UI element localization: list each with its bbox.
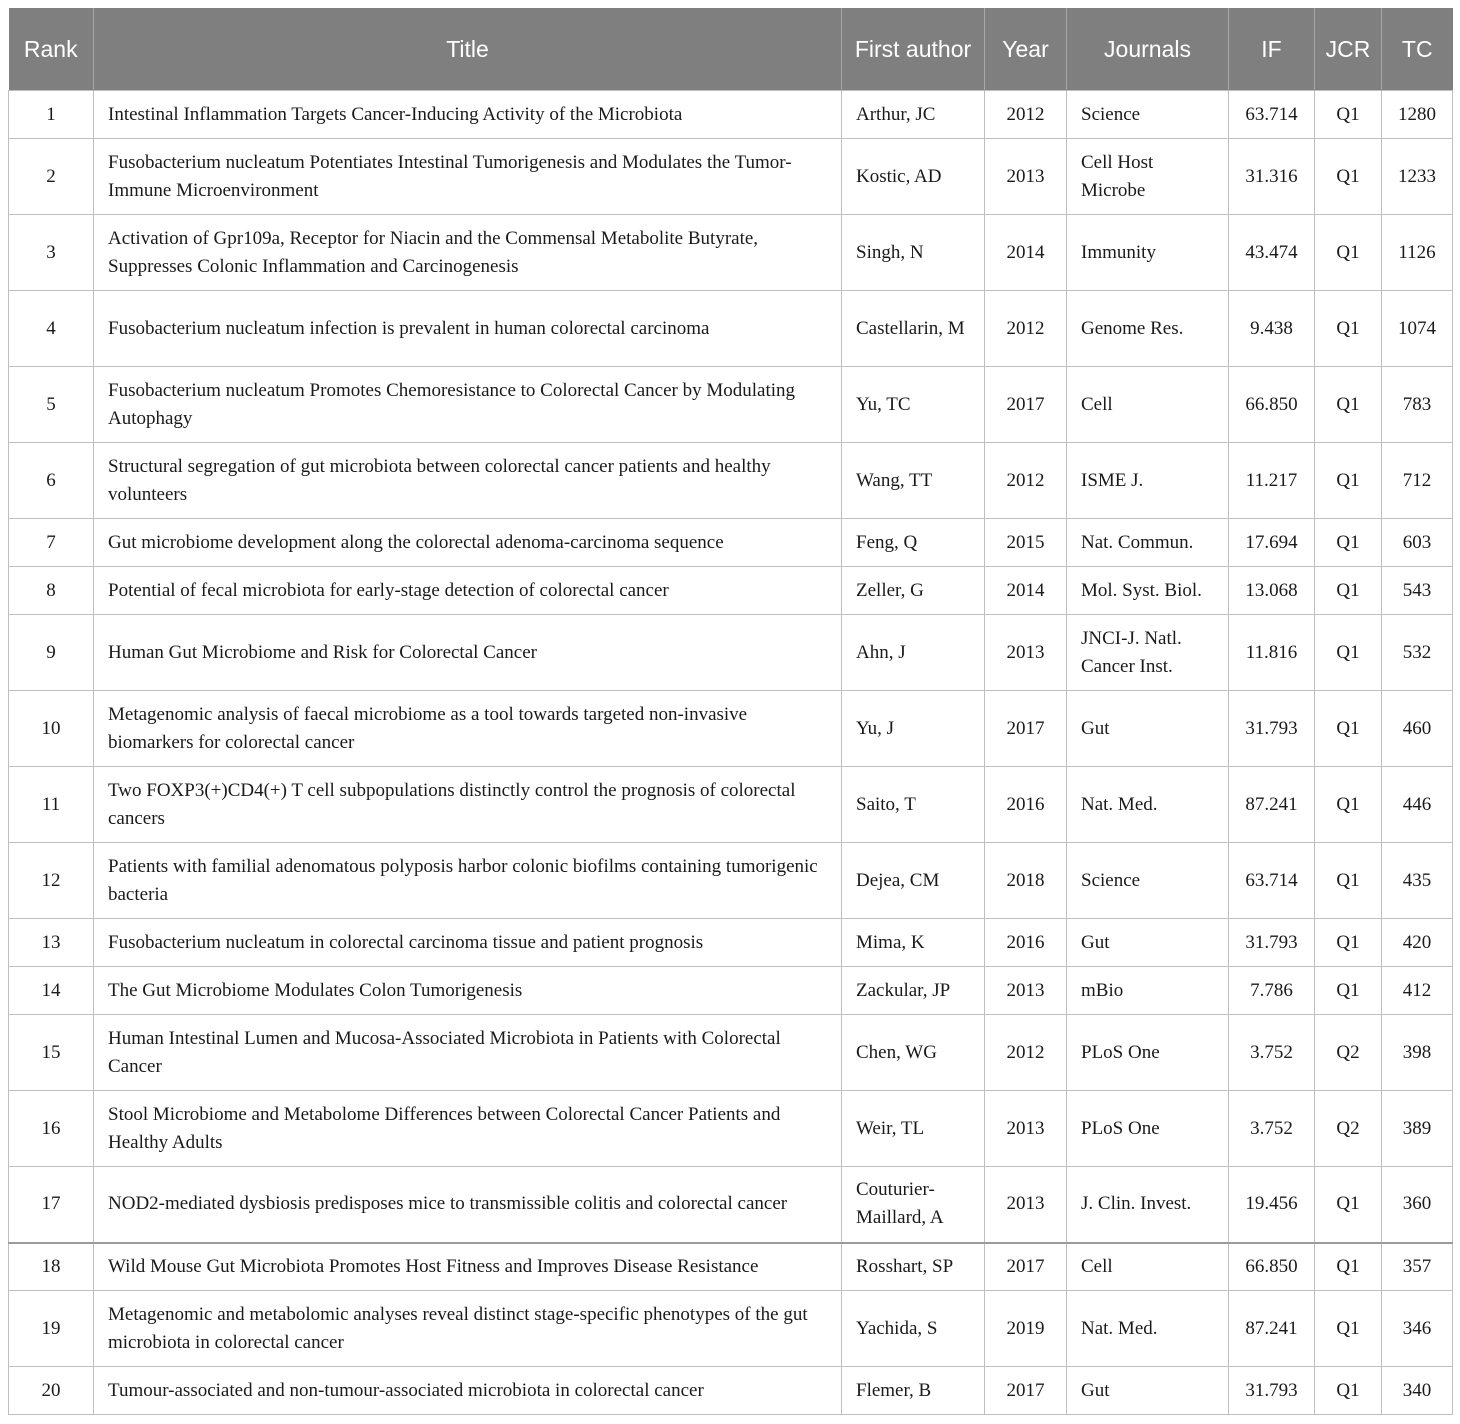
cell-jcr: Q2: [1315, 1015, 1382, 1091]
table-row: [9, 215, 1453, 291]
cell-rank: 2: [9, 139, 94, 215]
cell-title: Potential of fecal microbiota for early-stage detection of colorectal cancer: [94, 567, 842, 615]
cell-if: 31.793: [1229, 919, 1315, 967]
cell-first-author: Dejea, CM: [842, 843, 985, 919]
cell-first-author: Feng, Q: [842, 519, 985, 567]
cell-first-author: Castellarin, M: [842, 291, 985, 367]
cell-journal: Gut: [1067, 919, 1229, 967]
cell-if: 66.850: [1229, 1243, 1315, 1291]
cell-journal: Genome Res.: [1067, 291, 1229, 367]
cell-if: 31.793: [1229, 1367, 1315, 1415]
cell-rank: 19: [9, 1291, 94, 1367]
cell-tc: 357: [1382, 1243, 1453, 1291]
cell-journal: ISME J.: [1067, 443, 1229, 519]
cell-first-author: Wang, TT: [842, 443, 985, 519]
cell-rank: 15: [9, 1015, 94, 1091]
cell-tc: 543: [1382, 567, 1453, 615]
cell-journal: Cell: [1067, 1243, 1229, 1291]
table-row: [9, 139, 1453, 215]
cell-first-author: Zeller, G: [842, 567, 985, 615]
cell-tc: 1126: [1382, 215, 1453, 291]
cell-first-author: Mima, K: [842, 919, 985, 967]
cell-journal: mBio: [1067, 967, 1229, 1015]
cell-tc: 603: [1382, 519, 1453, 567]
cell-tc: 435: [1382, 843, 1453, 919]
cell-journal: Gut: [1067, 1367, 1229, 1415]
header-jcr: JCR: [1315, 8, 1382, 91]
table-row: [9, 967, 1453, 1015]
cell-jcr: Q1: [1315, 443, 1382, 519]
cell-title: Structural segregation of gut microbiota between colorectal cancer patients and healthy volunteers: [94, 443, 842, 519]
cell-jcr: Q1: [1315, 291, 1382, 367]
cell-rank: 3: [9, 215, 94, 291]
table-row: [9, 615, 1453, 691]
table-row: [9, 519, 1453, 567]
cell-if: 11.217: [1229, 443, 1315, 519]
cell-year: 2019: [985, 1291, 1067, 1367]
cell-jcr: Q1: [1315, 139, 1382, 215]
cell-jcr: Q1: [1315, 967, 1382, 1015]
cell-year: 2013: [985, 139, 1067, 215]
cell-tc: 346: [1382, 1291, 1453, 1367]
cell-journal: JNCI-J. Natl. Cancer Inst.: [1067, 615, 1229, 691]
cell-rank: 5: [9, 367, 94, 443]
cell-if: 87.241: [1229, 767, 1315, 843]
cell-if: 9.438: [1229, 291, 1315, 367]
cell-tc: 1280: [1382, 91, 1453, 139]
cell-if: 87.241: [1229, 1291, 1315, 1367]
cell-journal: Science: [1067, 91, 1229, 139]
cell-journal: Cell Host Microbe: [1067, 139, 1229, 215]
table-row: [9, 567, 1453, 615]
header-if: IF: [1229, 8, 1315, 91]
table-header: [9, 8, 1453, 91]
cell-first-author: Zackular, JP: [842, 967, 985, 1015]
cell-title: Two FOXP3(+)CD4(+) T cell subpopulations distinctly control the prognosis of colorectal cancers: [94, 767, 842, 843]
cell-rank: 8: [9, 567, 94, 615]
header-title: Title: [94, 8, 842, 91]
cell-rank: 1: [9, 91, 94, 139]
cell-tc: 460: [1382, 691, 1453, 767]
cell-journal: Science: [1067, 843, 1229, 919]
cell-title: Human Intestinal Lumen and Mucosa-Associated Microbiota in Patients with Colorectal Cancer: [94, 1015, 842, 1091]
table-row: [9, 443, 1453, 519]
cell-tc: 412: [1382, 967, 1453, 1015]
cell-first-author: Yachida, S: [842, 1291, 985, 1367]
table-row: [9, 1167, 1453, 1243]
cell-rank: 18: [9, 1243, 94, 1291]
cell-if: 63.714: [1229, 91, 1315, 139]
cell-journal: Mol. Syst. Biol.: [1067, 567, 1229, 615]
cell-year: 2013: [985, 615, 1067, 691]
cell-year: 2017: [985, 367, 1067, 443]
cell-rank: 14: [9, 967, 94, 1015]
cell-tc: 712: [1382, 443, 1453, 519]
cell-title: Wild Mouse Gut Microbiota Promotes Host Fitness and Improves Disease Resistance: [94, 1243, 842, 1291]
cell-year: 2012: [985, 291, 1067, 367]
cell-year: 2014: [985, 567, 1067, 615]
cell-jcr: Q1: [1315, 215, 1382, 291]
cell-journal: Nat. Med.: [1067, 767, 1229, 843]
table-row: [9, 691, 1453, 767]
cell-journal: Cell: [1067, 367, 1229, 443]
cell-tc: 360: [1382, 1167, 1453, 1243]
cell-jcr: Q1: [1315, 1291, 1382, 1367]
cell-if: 31.316: [1229, 139, 1315, 215]
table-row: [9, 1091, 1453, 1167]
cell-title: Fusobacterium nucleatum Potentiates Intestinal Tumorigenesis and Modulates the Tumor-Immune Microenvironment: [94, 139, 842, 215]
table-row: [9, 1015, 1453, 1091]
cell-title: Intestinal Inflammation Targets Cancer-Inducing Activity of the Microbiota: [94, 91, 842, 139]
cell-title: Gut microbiome development along the colorectal adenoma-carcinoma sequence: [94, 519, 842, 567]
cell-journal: Gut: [1067, 691, 1229, 767]
table-row: [9, 767, 1453, 843]
header-journals: Journals: [1067, 8, 1229, 91]
cell-tc: 532: [1382, 615, 1453, 691]
cell-year: 2013: [985, 967, 1067, 1015]
cell-title: Fusobacterium nucleatum in colorectal carcinoma tissue and patient prognosis: [94, 919, 842, 967]
top-cited-papers-table: [8, 8, 1453, 1415]
cell-rank: 4: [9, 291, 94, 367]
cell-if: 63.714: [1229, 843, 1315, 919]
table-row: [9, 843, 1453, 919]
cell-rank: 6: [9, 443, 94, 519]
cell-first-author: Yu, J: [842, 691, 985, 767]
cell-first-author: Couturier-Maillard, A: [842, 1167, 985, 1243]
cell-rank: 17: [9, 1167, 94, 1243]
table-row: [9, 1291, 1453, 1367]
cell-tc: 389: [1382, 1091, 1453, 1167]
cell-rank: 9: [9, 615, 94, 691]
cell-title: Activation of Gpr109a, Receptor for Niacin and the Commensal Metabolite Butyrate, Suppresses Colonic Inflammation and Carcinogenesis: [94, 215, 842, 291]
cell-first-author: Chen, WG: [842, 1015, 985, 1091]
cell-first-author: Ahn, J: [842, 615, 985, 691]
cell-jcr: Q1: [1315, 1167, 1382, 1243]
cell-if: 3.752: [1229, 1015, 1315, 1091]
cell-rank: 20: [9, 1367, 94, 1415]
cell-title: NOD2-mediated dysbiosis predisposes mice to transmissible colitis and colorectal cancer: [94, 1167, 842, 1243]
cell-journal: PLoS One: [1067, 1015, 1229, 1091]
cell-journal: Nat. Med.: [1067, 1291, 1229, 1367]
cell-year: 2017: [985, 1367, 1067, 1415]
header-row: [9, 8, 1453, 91]
cell-jcr: Q1: [1315, 91, 1382, 139]
cell-year: 2014: [985, 215, 1067, 291]
cell-tc: 446: [1382, 767, 1453, 843]
cell-title: Stool Microbiome and Metabolome Differences between Colorectal Cancer Patients and Healthy Adults: [94, 1091, 842, 1167]
cell-jcr: Q1: [1315, 843, 1382, 919]
cell-if: 43.474: [1229, 215, 1315, 291]
cell-if: 19.456: [1229, 1167, 1315, 1243]
cell-tc: 340: [1382, 1367, 1453, 1415]
cell-title: Patients with familial adenomatous polyposis harbor colonic biofilms containing tumorigenic bacteria: [94, 843, 842, 919]
cell-if: 3.752: [1229, 1091, 1315, 1167]
cell-jcr: Q2: [1315, 1091, 1382, 1167]
cell-title: Human Gut Microbiome and Risk for Colorectal Cancer: [94, 615, 842, 691]
cell-tc: 1074: [1382, 291, 1453, 367]
cell-first-author: Rosshart, SP: [842, 1243, 985, 1291]
table-row: [9, 367, 1453, 443]
cell-first-author: Singh, N: [842, 215, 985, 291]
cell-if: 31.793: [1229, 691, 1315, 767]
cell-journal: Nat. Commun.: [1067, 519, 1229, 567]
cell-first-author: Flemer, B: [842, 1367, 985, 1415]
header-first-author: First author: [842, 8, 985, 91]
cell-if: 66.850: [1229, 367, 1315, 443]
cell-journal: PLoS One: [1067, 1091, 1229, 1167]
cell-title: Fusobacterium nucleatum Promotes Chemoresistance to Colorectal Cancer by Modulating Autophagy: [94, 367, 842, 443]
cell-title: Metagenomic analysis of faecal microbiome as a tool towards targeted non-invasive biomarkers for colorectal cancer: [94, 691, 842, 767]
header-tc: TC: [1382, 8, 1453, 91]
cell-title: Tumour-associated and non-tumour-associated microbiota in colorectal cancer: [94, 1367, 842, 1415]
cell-jcr: Q1: [1315, 919, 1382, 967]
cell-year: 2012: [985, 1015, 1067, 1091]
cell-if: 11.816: [1229, 615, 1315, 691]
cell-jcr: Q1: [1315, 519, 1382, 567]
cell-year: 2018: [985, 843, 1067, 919]
cell-year: 2017: [985, 1243, 1067, 1291]
cell-year: 2016: [985, 919, 1067, 967]
cell-title: Fusobacterium nucleatum infection is prevalent in human colorectal carcinoma: [94, 291, 842, 367]
cell-rank: 11: [9, 767, 94, 843]
cell-tc: 398: [1382, 1015, 1453, 1091]
table-row: [9, 1243, 1453, 1291]
cell-first-author: Weir, TL: [842, 1091, 985, 1167]
cell-year: 2013: [985, 1091, 1067, 1167]
cell-rank: 7: [9, 519, 94, 567]
cell-rank: 16: [9, 1091, 94, 1167]
cell-first-author: Yu, TC: [842, 367, 985, 443]
cell-rank: 10: [9, 691, 94, 767]
cell-journal: Immunity: [1067, 215, 1229, 291]
table-row: [9, 919, 1453, 967]
table-body: [9, 91, 1453, 1415]
cell-year: 2013: [985, 1167, 1067, 1243]
cell-year: 2015: [985, 519, 1067, 567]
cell-jcr: Q1: [1315, 567, 1382, 615]
cell-title: Metagenomic and metabolomic analyses reveal distinct stage-specific phenotypes of the gut microbiota in colorectal cancer: [94, 1291, 842, 1367]
cell-jcr: Q1: [1315, 691, 1382, 767]
header-rank: Rank: [9, 8, 94, 91]
cell-year: 2016: [985, 767, 1067, 843]
cell-jcr: Q1: [1315, 1367, 1382, 1415]
table-row: [9, 1367, 1453, 1415]
table-row: [9, 291, 1453, 367]
cell-if: 17.694: [1229, 519, 1315, 567]
cell-year: 2012: [985, 91, 1067, 139]
cell-year: 2012: [985, 443, 1067, 519]
cell-jcr: Q1: [1315, 767, 1382, 843]
cell-rank: 12: [9, 843, 94, 919]
cell-journal: J. Clin. Invest.: [1067, 1167, 1229, 1243]
cell-title: The Gut Microbiome Modulates Colon Tumorigenesis: [94, 967, 842, 1015]
cell-jcr: Q1: [1315, 1243, 1382, 1291]
cell-first-author: Arthur, JC: [842, 91, 985, 139]
cell-rank: 13: [9, 919, 94, 967]
cell-tc: 1233: [1382, 139, 1453, 215]
cell-first-author: Kostic, AD: [842, 139, 985, 215]
table-container: [8, 8, 1452, 1415]
cell-if: 13.068: [1229, 567, 1315, 615]
cell-tc: 783: [1382, 367, 1453, 443]
cell-first-author: Saito, T: [842, 767, 985, 843]
cell-jcr: Q1: [1315, 615, 1382, 691]
table-row: [9, 91, 1453, 139]
cell-jcr: Q1: [1315, 367, 1382, 443]
cell-tc: 420: [1382, 919, 1453, 967]
cell-if: 7.786: [1229, 967, 1315, 1015]
header-year: Year: [985, 8, 1067, 91]
cell-year: 2017: [985, 691, 1067, 767]
